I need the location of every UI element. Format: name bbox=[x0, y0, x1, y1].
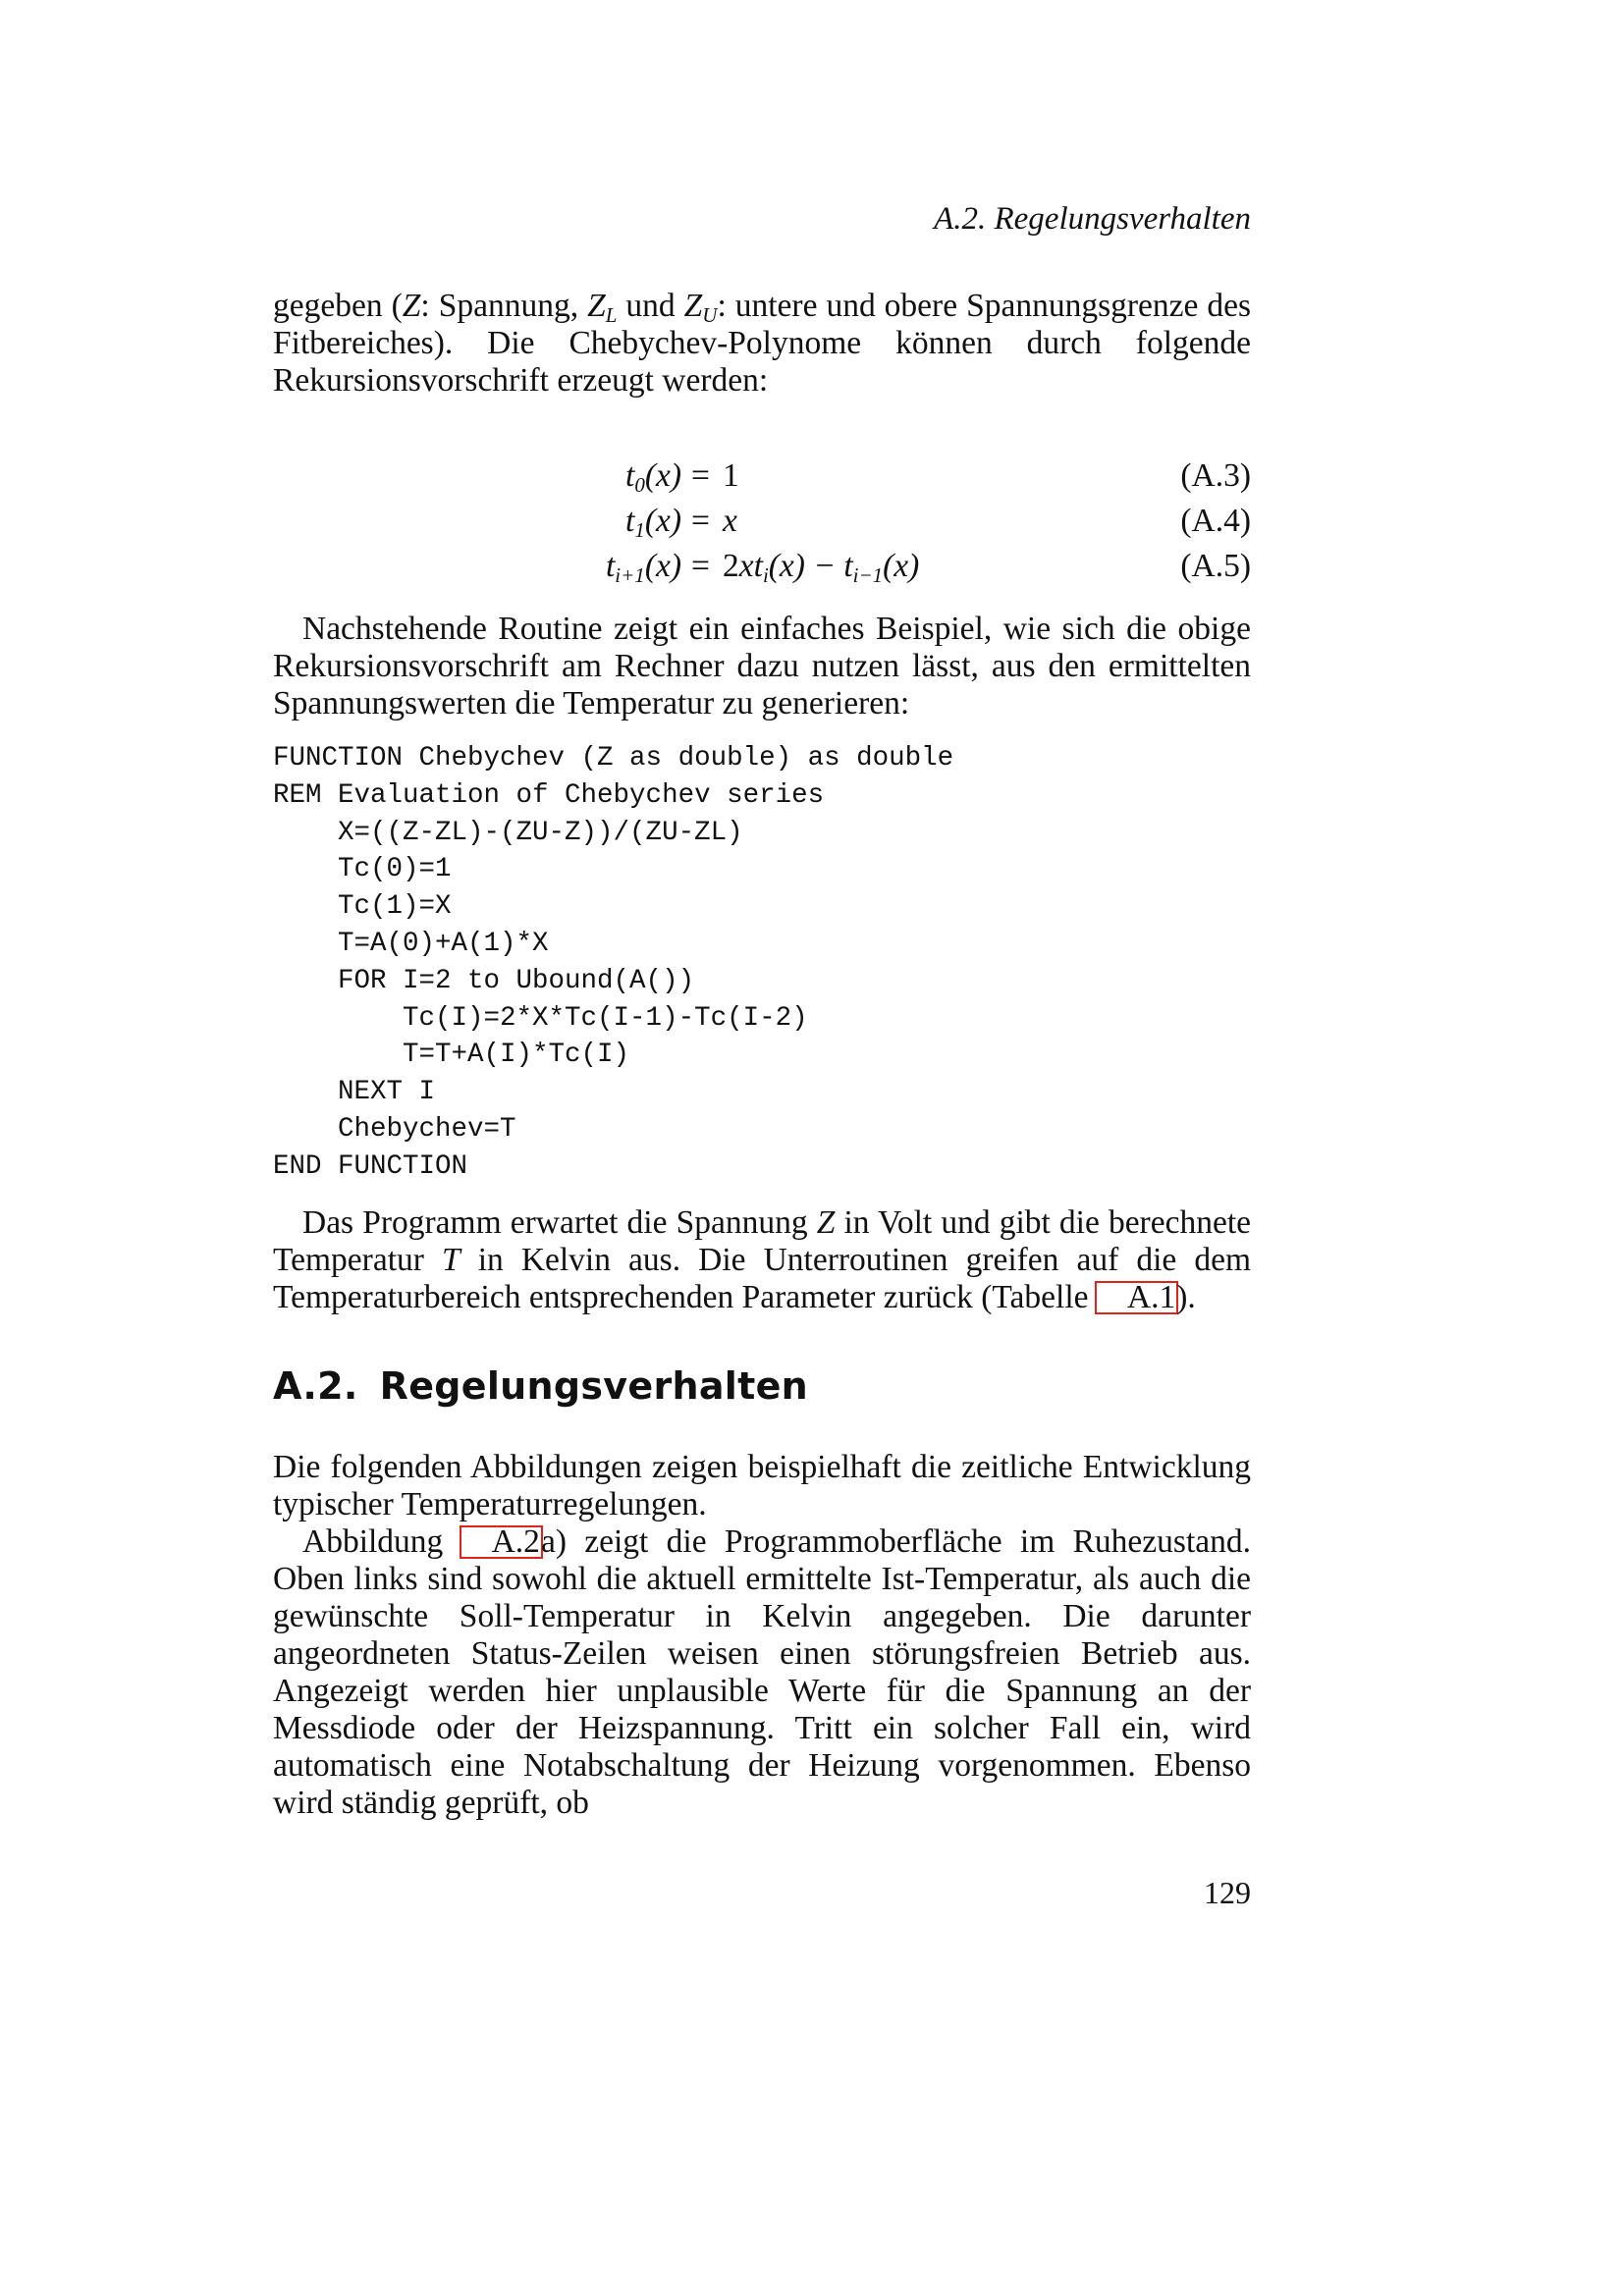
paragraph-program: Das Programm erwartet die Spannung Z in Volt und gibt die berechnete Temperatur T in Kelvin aus. Die Unterroutinen greifen auf die dem Temperaturbereich entsprechenden Parameter zurück (Tabelle A.1). bbox=[273, 1204, 1251, 1315]
equation-number: (A.5) bbox=[1180, 548, 1251, 584]
paragraph-figures-intro: Die folgenden Abbildungen zeigen beispielhaft die zeitliche Entwicklung typischer Temperaturregelungen. bbox=[273, 1449, 1251, 1522]
code-line: X=((Z-ZL)-(ZU-Z))/(ZU-ZL) bbox=[273, 817, 743, 848]
code-line: Tc(0)=1 bbox=[273, 854, 452, 885]
equation-number: (A.3) bbox=[1180, 457, 1251, 494]
equation-a5: $t_{i+1}(x)$ = $2xt_i(x) - t_{i-1}(x)$ (A.5) bbox=[605, 548, 1251, 587]
equation-number: (A.4) bbox=[1180, 503, 1251, 539]
code-line: REM Evaluation of Chebychev series bbox=[273, 779, 825, 811]
code-listing bbox=[273, 740, 1251, 1186]
paragraph-routine: Nachstehende Routine zeigt ein einfaches Beispiel, wie sich die obige Rekursionsvorschrift am Rechner dazu nutzen lässt, aus den ermittelten Spannungswerten die Temperatur zu generieren: bbox=[273, 611, 1251, 721]
page-number: 129 bbox=[1204, 1875, 1251, 1910]
code-line: Tc(I)=2*X*Tc(I-1)-Tc(I-2) bbox=[273, 1002, 808, 1034]
table-reference-link[interactable]: A.1 bbox=[1097, 1283, 1176, 1312]
paragraph-intro: gegeben (Z: Spannung, $Z_L$ und $Z_U$: untere und obere Spannungsgrenze des Fitbereiches). Die Chebychev-Polynome können durch folgende Rekursionsvorschrift erzeugt werden: bbox=[273, 288, 1252, 399]
code-line: FUNCTION Chebychev (Z as double) as double bbox=[273, 743, 954, 774]
paragraph-figure-description: Abbildung A.2a) zeigt die Programmoberfläche im Ruhezustand. Oben links sind sowohl die aktuell ermittelte Ist-Temperatur, als auch die gewünschte Soll-Temperatur in Kelvin angegeben. Die darunter angeordneten Status-Zeilen weisen einen störungsfreien Betrieb aus. Angezeigt werden hier unplausible Werte für die Spannung an der Messdiode oder der Heizspannung. Tritt ein solcher Fall ein, wird automatisch eine Notabschaltung der Heizung vorgenommen. Ebenso wird ständig geprüft, ob bbox=[273, 1523, 1251, 1821]
code-line: FOR I=2 to Ubound(A()) bbox=[273, 965, 695, 996]
code-line: Tc(1)=X bbox=[273, 891, 452, 923]
figure-reference-link[interactable]: A.2 bbox=[461, 1527, 541, 1557]
code-line: Chebychev=T bbox=[273, 1113, 516, 1145]
code-line: T=T+A(I)*Tc(I) bbox=[273, 1040, 630, 1071]
code-line: T=A(0)+A(1)*X bbox=[273, 928, 549, 959]
code-line: END FUNCTION bbox=[273, 1150, 468, 1182]
equation-a3: $t_0(x)$ = 1 (A.3) bbox=[625, 457, 1251, 497]
code-line: NEXT I bbox=[273, 1077, 436, 1108]
running-head: A.2. Regelungsverhalten bbox=[934, 201, 1251, 237]
equation-a4: $t_1(x)$ = x (A.4) bbox=[625, 503, 1251, 542]
section-heading: A.2. Regelungsverhalten bbox=[273, 1364, 808, 1408]
